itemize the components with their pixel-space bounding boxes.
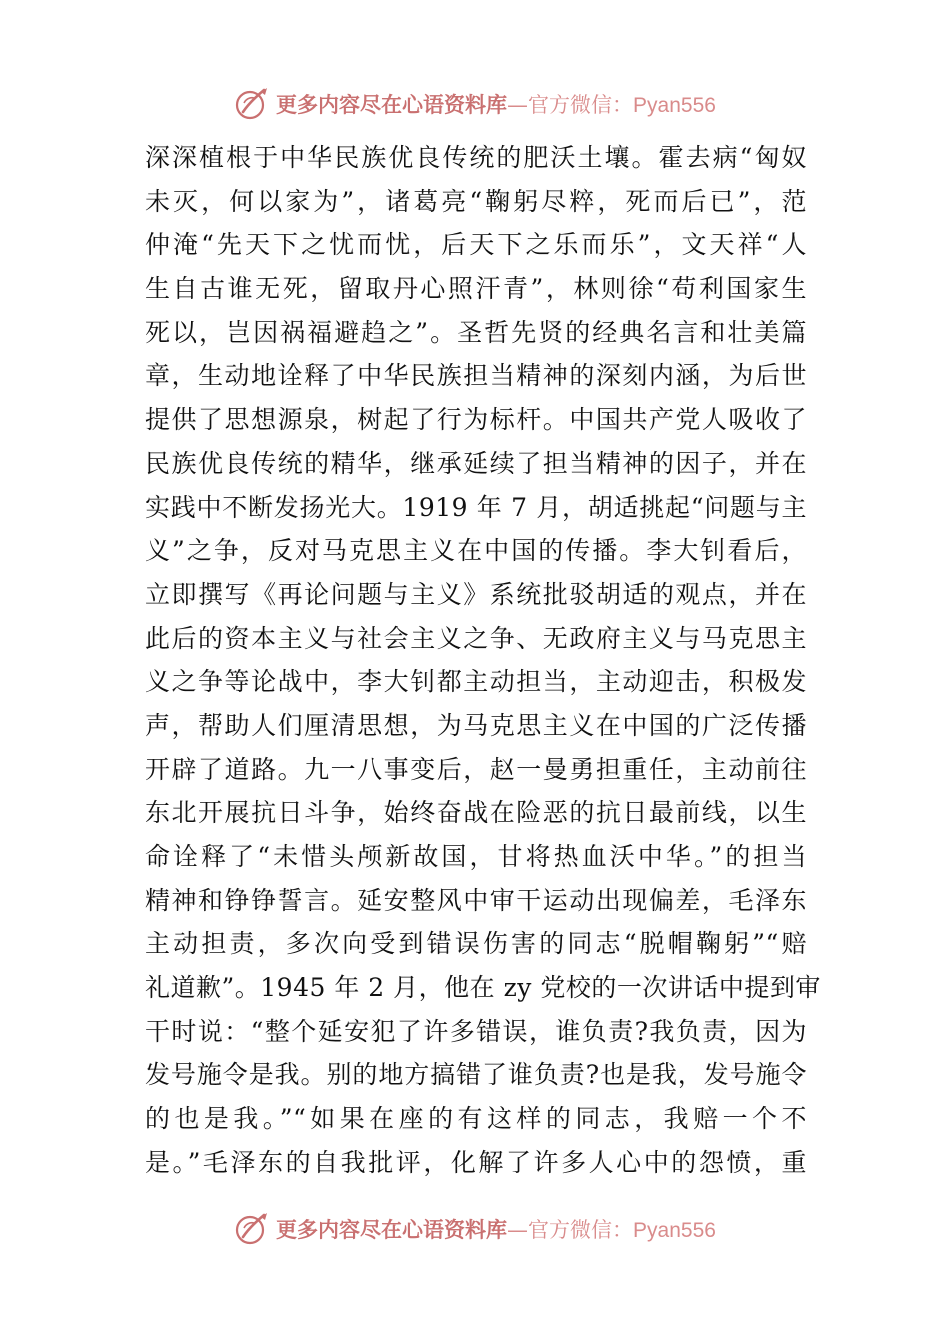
paragraph-line: 命诠释了“未惜头颅新故国，甘将热血沃中华。”的担当 — [145, 842, 807, 871]
paragraph-line: 发号施令是我。别的地方搞错了谁负责?也是我，发号施令 — [145, 1060, 807, 1090]
watermark-wechat-id: Pyan556 — [633, 94, 716, 117]
paragraph-line: 义之争等论战中，李大钊都主动担当，主动迎击，积极发 — [145, 667, 807, 697]
paragraph-line: 的也是我。”“如果在座的有这样的同志，我赔一个不 — [145, 1104, 807, 1134]
watermark-wechat-label: 官方微信： — [528, 1218, 634, 1242]
paragraph-line: 此后的资本主义与社会主义之争、无政府主义与马克思主 — [145, 623, 807, 653]
paragraph-line: 民族优良传统的精华，继承延续了担当精神的因子，并在 — [145, 448, 807, 478]
watermark-brand: 更多内容尽在心语资料库 — [276, 1218, 508, 1242]
paragraph-line: 提供了思想源泉，树起了行为标杆。中国共产党人吸收了 — [145, 405, 807, 435]
pen-logo-icon — [234, 1211, 270, 1247]
paragraph-line: 义”之争，反对马克思主义在中国的传播。李大钊看后， — [145, 536, 807, 566]
watermark-text — [276, 89, 716, 119]
paragraph-line: 主动担责，多次向受到错误伤害的同志“脱帽鞠躬”“赔 — [145, 929, 807, 959]
watermark-brand: 更多内容尽在心语资料库 — [276, 93, 508, 117]
header-watermark-banner — [0, 80, 950, 128]
paragraph-line: 声，帮助人们厘清思想，为马克思主义在中国的广泛传播 — [145, 710, 807, 740]
paragraph-line: 仲淹“先天下之忧而忧，后天下之乐而乐”，文天祥“人 — [145, 230, 807, 260]
paragraph-line: 章，生动地诠释了中华民族担当精神的深刻内涵，为后世 — [145, 361, 807, 391]
paragraph-line: 干时说：“整个延安犯了许多错误，谁负责?我负责，因为 — [145, 1016, 807, 1046]
paragraph-line: 深深植根于中华民族优良传统的肥沃土壤。霍去病“匈奴 — [145, 143, 807, 172]
paragraph-line: 是。”毛泽东的自我批评，化解了许多人心中的怨愤，重 — [145, 1147, 807, 1177]
paragraph-line: 礼道歉”。1945 年 2 月，他在 zy 党校的一次讲话中提到审 — [145, 973, 821, 1003]
watermark-text — [276, 1214, 716, 1244]
watermark-wechat-id: Pyan556 — [633, 1219, 716, 1242]
paragraph-line: 生自古谁无死，留取丹心照汗青”，林则徐“苟利国家生 — [145, 274, 807, 304]
watermark-wechat-label: 官方微信： — [528, 93, 634, 117]
paragraph-line: 精神和铮铮誓言。延安整风中审干运动出现偏差，毛泽东 — [145, 885, 807, 915]
paragraph-line: 未灭，何以家为”，诸葛亮“鞠躬尽粹，死而后已”，范 — [145, 186, 807, 216]
paragraph-line: 东北开展抗日斗争，始终奋战在险恶的抗日最前线，以生 — [145, 798, 807, 828]
watermark-separator: — — [507, 93, 529, 117]
document-body — [145, 136, 821, 1185]
footer-watermark-banner — [0, 1205, 950, 1253]
watermark-separator: — — [507, 1218, 529, 1242]
paragraph-line: 开辟了道路。九一八事变后，赵一曼勇担重任，主动前往 — [145, 754, 807, 784]
paragraph-line: 死以，岂因祸福避趋之”。圣哲先贤的经典名言和壮美篇 — [145, 317, 807, 347]
paragraph-line: 实践中不断发扬光大。1919 年 7 月，胡适挑起“问题与主 — [145, 492, 807, 522]
paragraph-line: 立即撰写《再论问题与主义》系统批驳胡适的观点，并在 — [145, 579, 807, 609]
pen-logo-icon — [234, 86, 270, 122]
